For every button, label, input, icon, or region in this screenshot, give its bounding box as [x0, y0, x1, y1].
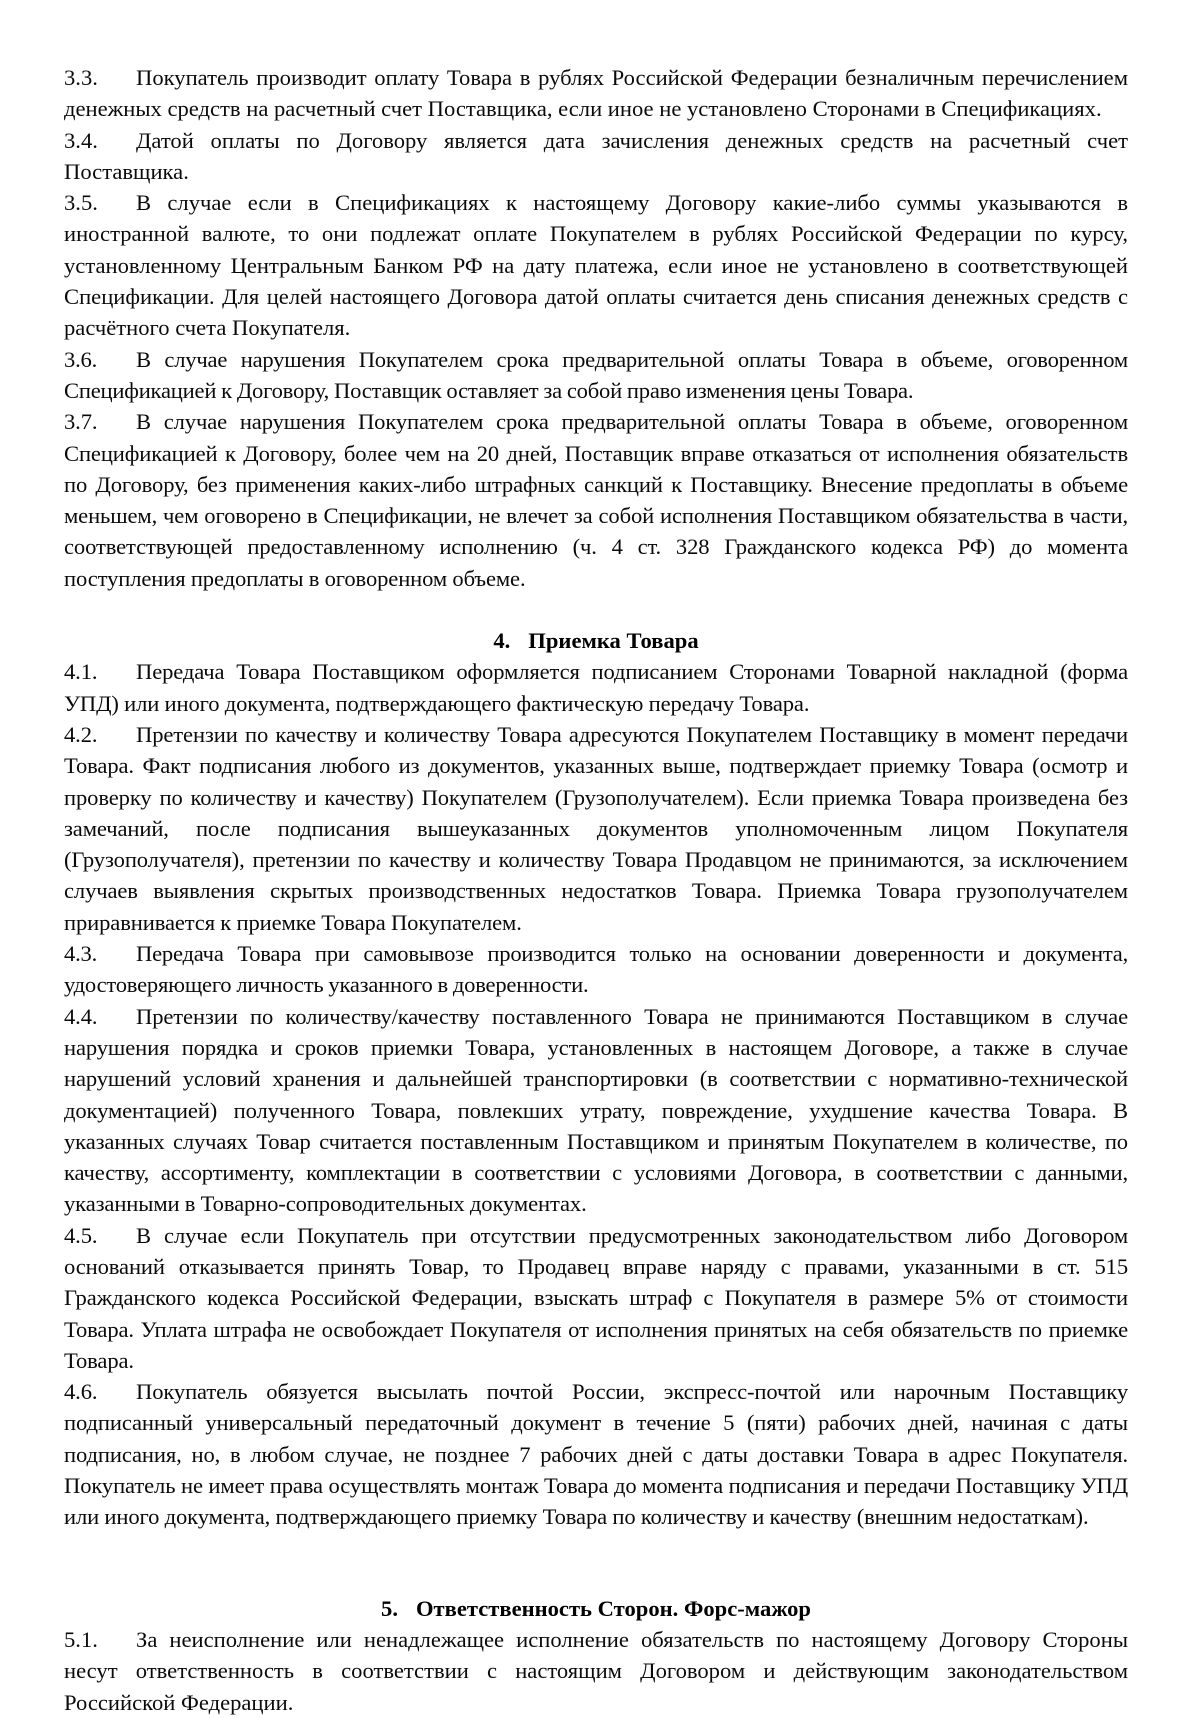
clause-4-1 [64, 656, 1128, 719]
clause-3-4 [64, 125, 1128, 188]
section-gap [64, 594, 1128, 625]
clause-number: 3.7. [64, 409, 98, 435]
clause-text: За неисполнение или ненадлежащее исполнение обязательств по настоящему Договору Стороны несут ответственность в соответствии с настоящим Договором и действующим законодательством Российской Федерации. [64, 1626, 1128, 1715]
clause-text: Датой оплаты по Договору является дата зачисления денежных средств на расчетный счет Поставщика. [64, 127, 1128, 184]
section-number: 4. [493, 628, 511, 654]
clause-text: Покупатель производит оплату Товара в рублях Российской Федерации безналичным перечислением денежных средств на расчетный счет Поставщика, если иное не установлено Сторонами в Спецификациях. [64, 65, 1128, 122]
clause-text: В случае если в Спецификациях к настоящему Договору какие-либо суммы указываются в иностранной валюте, то они подлежат оплате Покупателем в рублях Российской Федерации по курсу, установленному Центральным Банком РФ на дату платежа, если иное не установлено в соответствующей Спецификации. Для целей настоящего Договора датой оплаты считается день списания денежных средств с расчётного счета Покупателя. [64, 190, 1128, 341]
clause-3-7 [64, 406, 1128, 594]
clause-text: Покупатель обязуется высылать почтой России, экспресс-почтой или нарочным Поставщику подписанный универсальный передаточный документ в течение 5 (пяти) рабочих дней, начиная с даты подписания, но, в любом случае, не позднее 7 рабочих дней с даты доставки Товара в адрес Покупателя. Покупатель не имеет права осуществлять монтаж Товара до момента подписания и передачи Поставщику УПД или иного документа, подтверждающего приемку Товара по количеству и качеству (внешним недостаткам). [64, 1379, 1128, 1530]
clause-text: Передача Товара при самовывозе производится только на основании доверенности и документа, удостоверяющего личность указанного в доверенности. [64, 941, 1128, 998]
clause-number: 4.6. [64, 1379, 98, 1405]
section-title: Ответственность Сторон. Форс-мажор [415, 1595, 811, 1621]
clause-4-3 [64, 938, 1128, 1001]
clause-number: 3.3. [64, 65, 98, 90]
clause-number: 3.5. [64, 190, 98, 216]
section-number: 5. [381, 1595, 398, 1621]
clause-number: 4.3. [64, 941, 98, 967]
clause-number: 5.1. [64, 1626, 98, 1652]
section-heading-5 [64, 1593, 1128, 1624]
clause-5-1 [64, 1624, 1128, 1718]
clause-text: В случае нарушения Покупателем срока предварительной оплаты Товара в объеме, оговоренном Спецификацией к Договору, более чем на 20 дней, Поставщик вправе отказаться от исполнения обязательств по Договору, без применения каких-либо штрафных санкций к Поставщику. Внесение предоплаты в объеме меньшем, чем оговорено в Спецификации, не влечет за собой исполнения Поставщиком обязательства в части, соответствующей предоставленному исполнению (ч. 4 ст. 328 Гражданского кодекса РФ) до момента поступления предоплаты в оговоренном объеме. [64, 409, 1128, 591]
clause-number: 4.2. [64, 721, 98, 747]
clause-4-6 [64, 1376, 1128, 1532]
clause-text: Претензии по качеству и количеству Товара адресуются Покупателем Поставщику в момент передачи Товара. Факт подписания любого из документов, указанных выше, подтверждает приемку Товара (осмотр и проверку по количеству и качеству) Покупателем (Грузополучателем). Если приемка Товара произведена без замечаний, после подписания вышеуказанных документов уполномоченным лицом Покупателя (Грузополучателя), претензии по качеству и количеству Товара Продавцом не принимаются, за исключением случаев выявления скрытых производственных недостатков Товара. Приемка Товара грузополучателем приравнивается к приемке Товара Покупателем. [64, 721, 1128, 935]
clause-number: 3.4. [64, 127, 98, 153]
clause-text: Претензии по количеству/качеству поставленного Товара не принимаются Поставщиком в случае нарушения порядка и сроков приемки Товара, установленных в настоящем Договоре, а также в случае нарушений условий хранения и дальнейшей транспортировки (в соответствии с нормативно-технической документацией) полученного Товара, повлекших утрату, повреждение, ухудшение качества Товара. В указанных случаях Товар считается поставленным Поставщиком и принятым Покупателем в количестве, по качеству, ассортименту, комплектации в соответствии с условиями Договора, в соответствии с данными, указанными в Товарно-сопроводительных документах. [64, 1003, 1128, 1217]
clause-4-5 [64, 1220, 1128, 1376]
section-title: Приемка Товара [528, 628, 699, 654]
clause-3-5 [64, 187, 1128, 343]
clause-text: В случае нарушения Покупателем срока предварительной оплаты Товара в объеме, оговоренном Спецификацией к Договору, Поставщик оставляет за собой право изменения цены Товара. [64, 346, 1128, 403]
clause-4-2 [64, 719, 1128, 938]
clause-3-3 [64, 62, 1128, 125]
clause-text: В случае если Покупатель при отсутствии предусмотренных законодательством либо Договором оснований отказывается принять Товар, то Продавец вправе наряду с правами, указанными в ст. 515 Гражданского кодекса Российской Федерации, взыскать штраф с Покупателя в размере 5% от стоимости Товара. Уплата штрафа не освобождает Покупателя от исполнения принятых на себя обязательств по приемке Товара. [64, 1222, 1128, 1373]
clause-number: 4.5. [64, 1222, 98, 1248]
clause-number: 4.4. [64, 1003, 98, 1029]
clause-3-6 [64, 344, 1128, 407]
section-gap [64, 1533, 1128, 1593]
clause-number: 3.6. [64, 346, 98, 372]
document-body [64, 62, 1128, 1718]
section-heading-4 [64, 625, 1128, 656]
clause-text: Передача Товара Поставщиком оформляется подписанием Сторонами Товарной накладной (форма УПД) или иного документа, подтверждающего фактическую передачу Товара. [64, 659, 1128, 716]
clause-number: 4.1. [64, 659, 98, 685]
clause-4-4 [64, 1001, 1128, 1220]
